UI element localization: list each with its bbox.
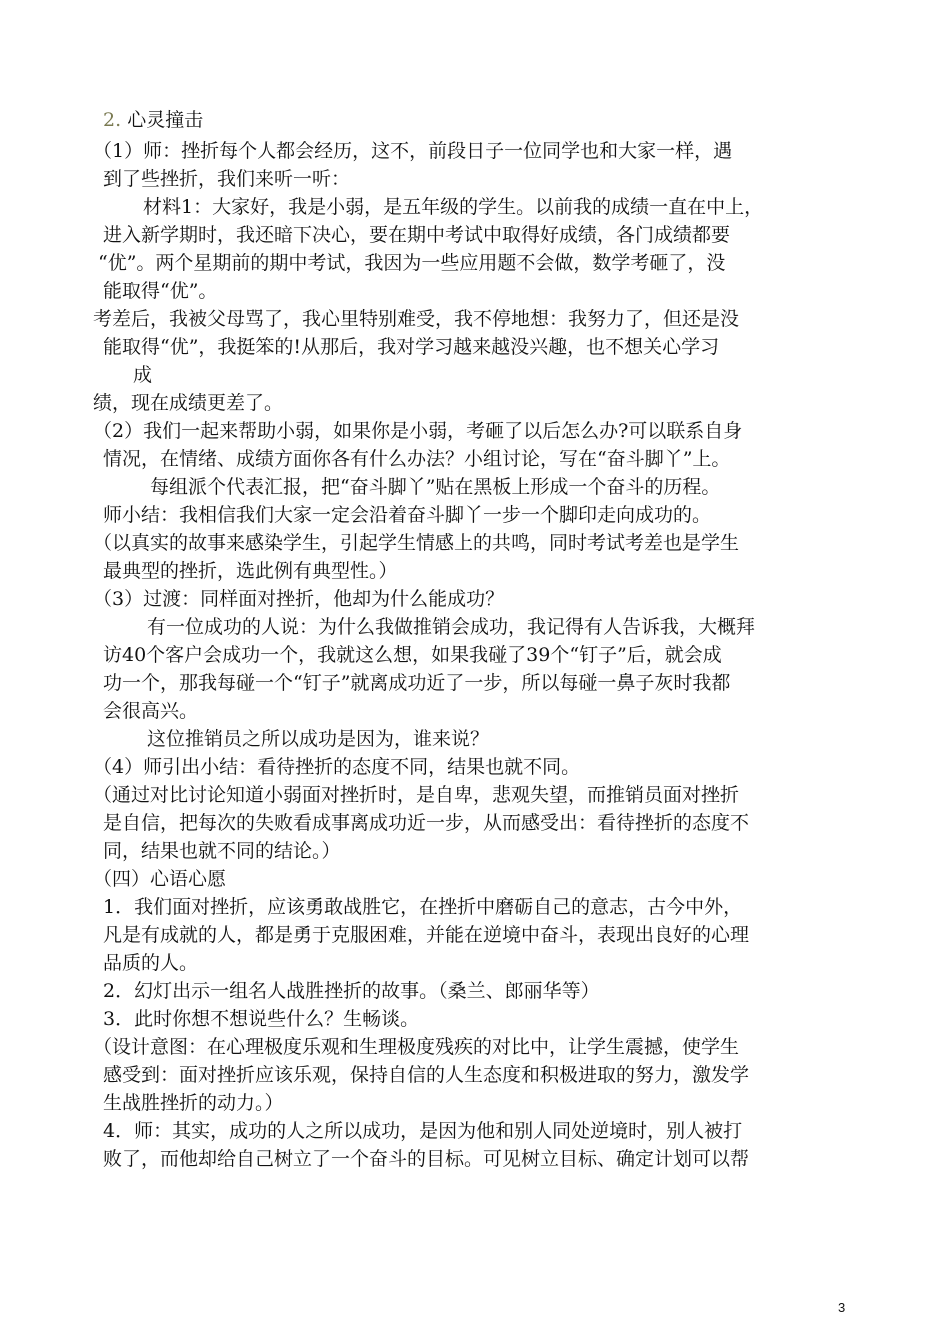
text-line: 有一位成功的人说：为什么我做推销会成功，我记得有人告诉我，大概拜 [147, 616, 756, 638]
text-line: 师小结：我相信我们大家一定会沿着奋斗脚丫一步一个脚印走向成功的。 [103, 504, 712, 526]
text-line: 情况，在情绪、成绩方面你各有什么办法？小组讨论，写在“奋斗脚丫”上。 [103, 448, 731, 470]
text-line: 访40个客户会成功一个，我就这么想，如果我碰了39个“钉子”后，就会成 [103, 644, 722, 666]
text-line: 感受到：面对挫折应该乐观，保持自信的人生态度和积极进取的努力，激发学 [103, 1064, 750, 1086]
text-line: （3）过渡：同样面对挫折，他却为什么能成功？ [93, 588, 505, 610]
text-line: 3．此时你想不想说些什么？生畅谈。 [103, 1008, 420, 1030]
text-line: （以真实的故事来感染学生，引起学生情感上的共鸣，同时考试考差也是学生 [93, 532, 740, 554]
text-line: 最典型的挫折，选此例有典型性。） [103, 560, 398, 582]
text-line: 凡是有成就的人，都是勇于克服困难，并能在逆境中奋斗，表现出良好的心理 [103, 924, 750, 946]
text-line: （四）心语心愿 [93, 868, 227, 890]
text-line: 品质的人。 [103, 952, 199, 974]
text-line: （1）师：挫折每个人都会经历，这不，前段日子一位同学也和大家一样，遇 [93, 140, 733, 162]
text-line: 能取得“优”。 [103, 280, 218, 302]
section-heading [103, 106, 203, 134]
text-line: （设计意图：在心理极度乐观和生理极度残疾的对比中，让学生震撼，使学生 [93, 1036, 740, 1058]
text-line: 进入新学期时，我还暗下决心，要在期中考试中取得好成绩，各门成绩都要 [103, 224, 731, 246]
text-line: 1．我们面对挫折，应该勇敢战胜它，在挫折中磨砺自己的意志，古今中外， [103, 896, 743, 918]
section-title: 心灵撞击 [127, 109, 204, 131]
page-number: 3 [838, 1300, 846, 1315]
text-line: （通过对比讨论知道小弱面对挫折时，是自卑，悲观失望，而推销员面对挫折 [93, 784, 740, 806]
text-line: 功一个，那我每碰一个“钉子”就离成功近了一步，所以每碰一鼻子灰时我都 [103, 672, 731, 694]
text-line: 生战胜挫折的动力。） [103, 1092, 284, 1114]
text-line: 4．师：其实，成功的人之所以成功，是因为他和别人同处逆境时，别人被打 [103, 1120, 743, 1142]
text-line: （4）师引出小结：看待挫折的态度不同，结果也就不同。 [93, 756, 581, 778]
text-line: 成 [133, 364, 153, 386]
section-number: 2. [103, 109, 122, 131]
text-line: 2．幻灯出示一组名人战胜挫折的故事。（桑兰、郎丽华等） [103, 980, 600, 1002]
text-line: 到了些挫折，我们来听一听： [103, 168, 351, 190]
text-line: 每组派个代表汇报，把“奋斗脚丫”贴在黑板上形成一个奋斗的历程。 [150, 476, 721, 498]
text-line: 考差后，我被父母骂了，我心里特别难受，我不停地想：我努力了，但还是没 [93, 308, 740, 330]
text-line: 败了，而他却给自己树立了一个奋斗的目标。可见树立目标、确定计划可以帮 [103, 1148, 750, 1170]
text-line: 同，结果也就不同的结论。） [103, 840, 341, 862]
text-line: “优”。两个星期前的期中考试，我因为一些应用题不会做，数学考砸了，没 [98, 252, 726, 274]
text-line: （2）我们一起来帮助小弱，如果你是小弱，考砸了以后怎么办?可以联系自身 [93, 420, 743, 442]
text-line: 会很高兴。 [103, 700, 199, 722]
text-line: 是自信，把每次的失败看成事离成功近一步，从而感受出：看待挫折的态度不 [103, 812, 750, 834]
text-line: 材料1：大家好，我是小弱，是五年级的学生。以前我的成绩一直在中上， [143, 196, 764, 218]
text-line: 能取得“优”，我挺笨的!从那后，我对学习越来越没兴趣，也不想关心学习 [103, 336, 720, 358]
text-line: 绩，现在成绩更差了。 [93, 392, 284, 414]
text-line: 这位推销员之所以成功是因为，谁来说？ [147, 728, 490, 750]
